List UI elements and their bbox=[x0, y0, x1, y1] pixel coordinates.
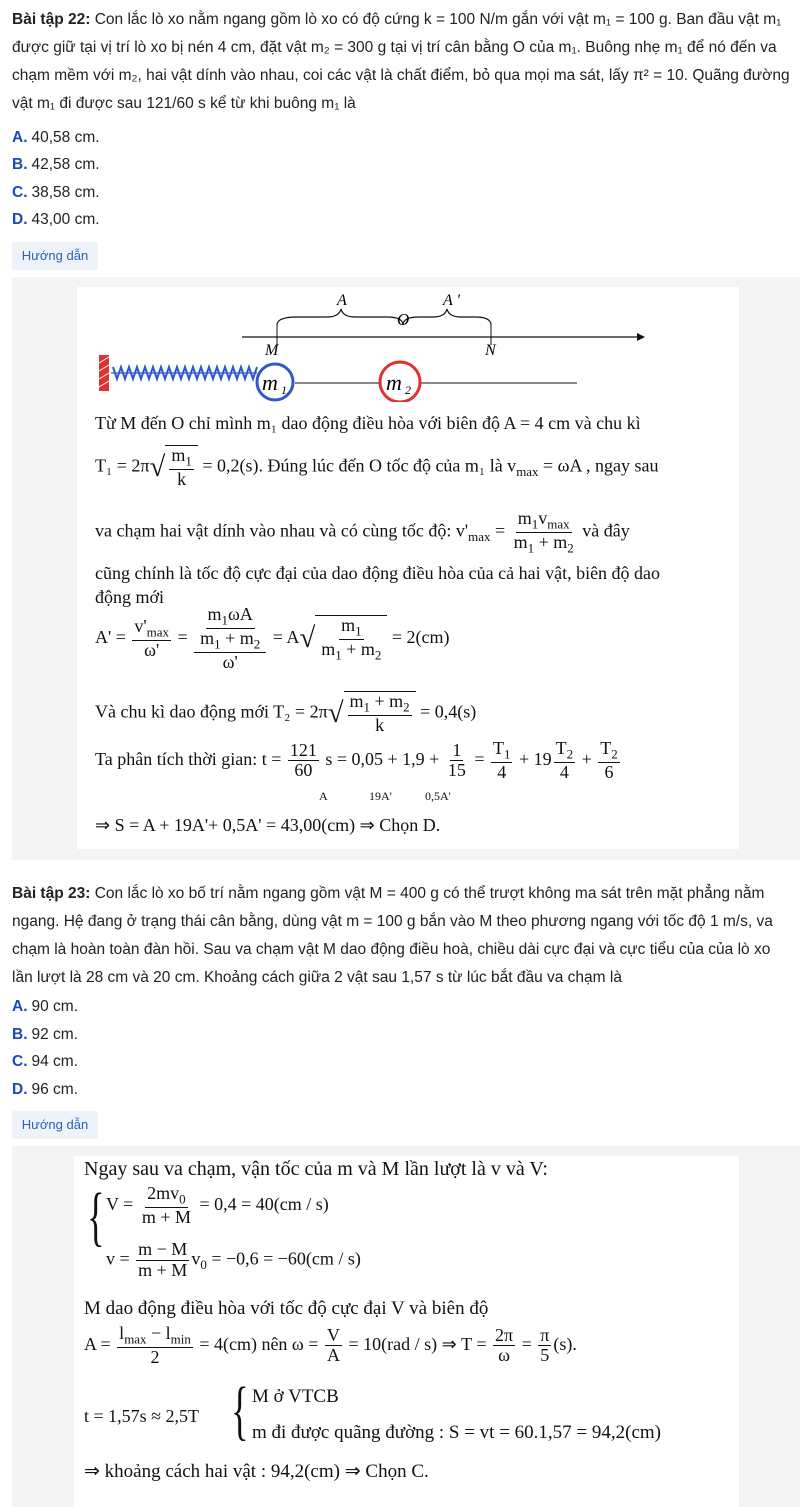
solution-23-line-4: M dao động điều hòa với tốc độ cực đại V và biên độ bbox=[84, 1298, 489, 1319]
solution-22-line-3: va chạm hai vật dính vào nhau và có cùng tốc độ: $v'_{max}$ = $\frac{m_1v_{max}}{m_1 + m_2}$ và đây bbox=[95, 508, 630, 556]
spring bbox=[111, 367, 257, 379]
option-23-d[interactable]: D. 96 cm. bbox=[12, 1081, 79, 1098]
solution-23-conclusion: ⇒ khoảng cách hai vật : 94,2(cm) ⇒ Chọn C. bbox=[84, 1461, 429, 1482]
question-23-text: Con lắc lò xo bố trí nằm ngang gồm vật M = 400 g có thể trượt không ma sát trên mặt phẳng nằm ngang. Hệ đang ở trạng thái cân bằng, dùng vật m = 100 g bắn vào M theo phương ngang với tốc độ 1 m/s, va chạm là hoàn toàn đàn hồi. Sau va chạm vật M dao động điều hoà, chiều dài cực đại và cực tiểu của của lò xo lần lượt là 28 cm và 20 cm. Khoảng cách giữa 2 vật sau 1,57 s từ lúc bắt đầu va chạm là bbox=[12, 885, 773, 986]
question-22-label: Bài tập 22: bbox=[12, 11, 91, 28]
label-O: O bbox=[397, 310, 410, 329]
svg-text:2: 2 bbox=[405, 383, 411, 397]
option-23-b[interactable]: B. 92 cm. bbox=[12, 1026, 79, 1043]
solution-22-line-7: Và chu kì dao động mới T₂ = 2π √ $\frac{m_1 + m_2}{k}$ = 0,4(s) bbox=[95, 691, 477, 735]
spring-diagram bbox=[77, 287, 739, 402]
guide-button-23[interactable]: Hướng dẫn bbox=[12, 1111, 98, 1139]
solution-22-conclusion: ⇒ S = A + 19A'+ 0,5A' = 43,00(cm) ⇒ Chọn D. bbox=[95, 815, 441, 835]
solution-22-line-8: Ta phân tích thời gian: t = $\frac{121}{60}$ s = 0,05 + 1,9 + $\frac{1}{15}$ = $\frac{T_1}{4}$ + 19 $\frac{T_2}{4}$ + $\frac{T_2}{6}$ bbox=[95, 738, 618, 782]
solution-22-line-2: T₁ = 2π √ $\frac{m_1}{k}$ = 0,2(s). Đúng lúc đến O tốc độ của m₁ là $v_{max} = \omega A$ , ngay sau bbox=[95, 445, 659, 489]
solution-23-line-3: v = $\frac{m - M}{m + M}$ $v_0 = -0,6 = -60(cm / s)$ bbox=[106, 1239, 361, 1280]
solution-image-22: A A ' O M N m 1 m 2 Từ M đến O chỉ mình m₁ dao động điều hòa với biên độ A = 4 cm và chu kì T₁ = 2π √ $\frac{m_1}{k}$ = 0,2(s). Đúng lúc đến O tốc độ của m₁ là $v_{max} = \omega A$ , ngay sau va chạm hai vật dính vào nhau và có cùng tốc độ: $v'_{max}$ = $\frac{m_1v_{max}}{m_1 + m_2}$ và đây cũng chính là tốc độ cực đại của dao động điều hòa của cả hai vật, biên độ dao động mới A' = $\frac{v'_{max}}{\omega'}$ = $\frac{\frac{m_1\omega A}{m_1 + m_2}}{\omega'}$ = A √ $\frac{m_1}{m_1 + m_2}$ = 2(cm) Và chu kì dao động mới T₂ = 2π √ $\frac{m_1 + m_2}{k}$ = 0,4(s) Ta phân tích thời gian: t = $\frac{121}{60}$ s = 0,05 + 1,9 + $\frac{1}{15}$ = $\frac{T_1}{4}$ + 19 $\frac{T_2}{4}$ + $\frac{T_2}{6}$ A 19A' 0,5A' ⇒ S = A + 19A'+ 0,5A' = 43,00(cm) ⇒ Chọn D. bbox=[77, 287, 739, 849]
solution-23-line-6c: m đi được quãng đường : S = vt = 60.1,57 = 94,2(cm) bbox=[252, 1422, 662, 1443]
option-22-b[interactable]: B. 42,58 cm. bbox=[12, 156, 100, 173]
solution-23-line-1: Ngay sau va chạm, vận tốc của m và M lần lượt là v và V: bbox=[84, 1158, 548, 1180]
svg-text:1: 1 bbox=[281, 383, 287, 397]
guide-button-22[interactable]: Hướng dẫn bbox=[12, 242, 98, 270]
question-22 bbox=[12, 6, 794, 118]
option-23-a[interactable]: A. 90 cm. bbox=[12, 998, 79, 1015]
solution-23-line-2: V = $\frac{2mv_0}{m + M}$ = 0,4 = 40(cm / s) bbox=[106, 1183, 329, 1227]
option-22-c[interactable]: C. 38,58 cm. bbox=[12, 184, 100, 201]
solution-23-line-5: A = $\frac{l_{max} - l_{min}}{2}$ = 4(cm) nên ω = $\frac{V}{A}$ = 10(rad / s) ⇒ T = $\frac{2\pi}{\omega}$ = $\frac{\pi}{5}$ (s). bbox=[84, 1323, 577, 1367]
solution-23-line-6: t = 1,57s ≈ 2,5T bbox=[84, 1406, 200, 1426]
svg-text:m: m bbox=[262, 370, 278, 395]
option-22-a[interactable]: A. 40,58 cm. bbox=[12, 129, 100, 146]
solution-image-23 bbox=[74, 1156, 739, 1507]
svg-text:m: m bbox=[386, 370, 402, 395]
option-22-d[interactable]: D. 43,00 cm. bbox=[12, 211, 100, 228]
system-brace-2: { bbox=[231, 1374, 249, 1447]
label-A-prime: A ' bbox=[443, 292, 460, 309]
solution-22-line-1: Từ M đến O chỉ mình m₁ dao động điều hòa với biên độ A = 4 cm và chu kì bbox=[95, 413, 641, 433]
label-A: A bbox=[337, 292, 347, 309]
label-N: N bbox=[485, 342, 496, 359]
question-23 bbox=[12, 880, 794, 992]
label-M: M bbox=[265, 342, 279, 359]
solution-panel-23 bbox=[12, 1146, 800, 1507]
solution-23-line-6b: M ở VTCB bbox=[252, 1386, 339, 1407]
solution-22-line-4: cũng chính là tốc độ cực đại của dao động điều hòa của cả hai vật, biên độ dao bbox=[95, 563, 661, 583]
question-23-label: Bài tập 23: bbox=[12, 885, 91, 902]
solution-22-line-5: động mới bbox=[95, 587, 165, 607]
system-brace-1: { bbox=[87, 1180, 105, 1253]
option-23-c[interactable]: C. 94 cm. bbox=[12, 1053, 79, 1070]
question-22-text: Con lắc lò xo nằm ngang gồm lò xo có độ cứng k = 100 N/m gắn với vật m₁ = 100 g. Ban đầu vật m₁ được giữ tại vị trí lò xo bị nén 4 cm, đặt vật m₂ = 300 g tại vị trí cân bằng O của m₁. Buông nhẹ m₁ để nó đến va chạm mềm với m₂, hai vật dính vào nhau, coi các vật là chất điểm, bỏ qua mọi ma sát, lấy π² = 10. Quãng đường vật m₁ đi được sau 121/60 s kể từ khi buông m₁ là bbox=[12, 11, 790, 112]
solution-panel-22 bbox=[12, 277, 800, 860]
solution-22-line-6: A' = $\frac{v'_{max}}{\omega'}$ = $\frac{\frac{m_1\omega A}{m_1 + m_2}}{\omega'}$ = A √ $\frac{m_1}{m_1 + m_2}$ = 2(cm) bbox=[95, 604, 450, 672]
